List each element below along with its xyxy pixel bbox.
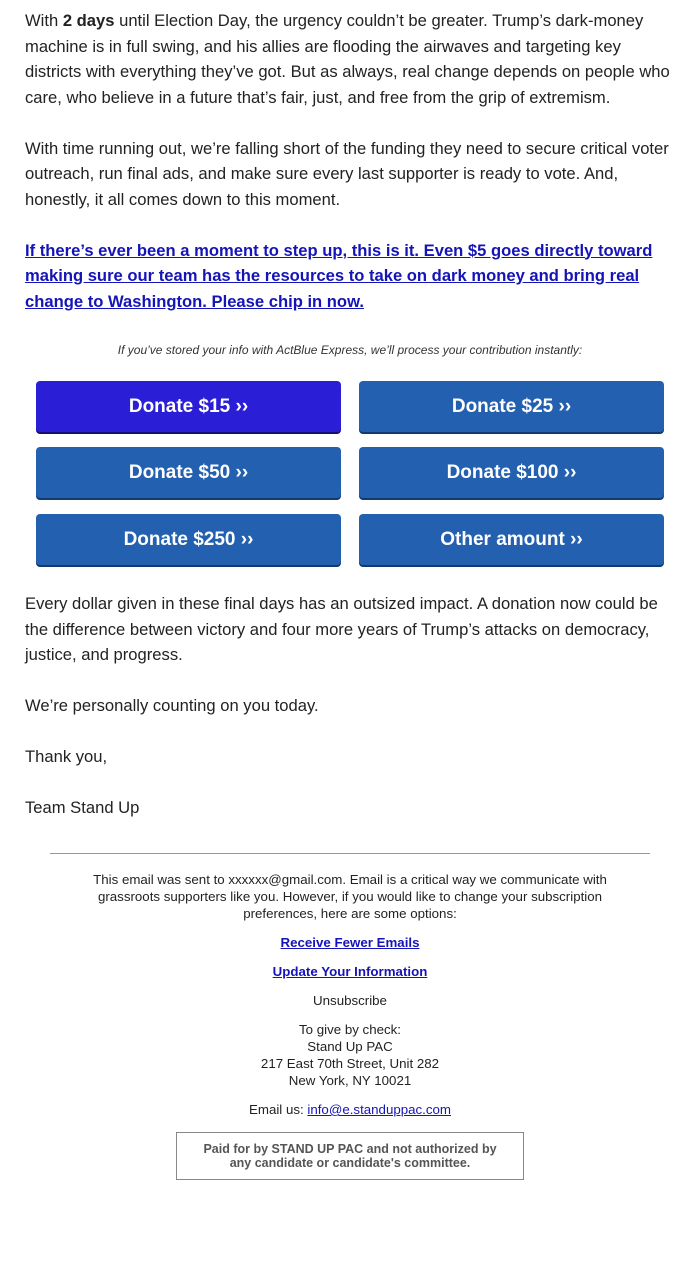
unsubscribe-link[interactable]: Unsubscribe (313, 993, 387, 1008)
disclaimer-line-1: Paid for by STAND UP PAC and not authorized by (203, 1142, 497, 1156)
intro-prefix: With (25, 11, 63, 30)
paid-for-disclaimer (176, 1132, 524, 1180)
closing-section (25, 591, 680, 846)
paragraph-thanks: Thank you, (25, 747, 108, 766)
update-information-link[interactable]: Update Your Information (272, 964, 428, 979)
check-address (50, 1021, 650, 1089)
paragraph-impact: Every dollar given in these final days has an outsized impact. A donation now could be the difference between victory and four more years of Trump’s attacks on democracy, justice, and progress. (25, 594, 658, 664)
paragraph-counting: We’re personally counting on you today. (25, 696, 319, 715)
donate-50-button[interactable]: Donate $50 ›› (36, 447, 341, 498)
other-amount-button[interactable]: Other amount ›› (359, 514, 664, 565)
donate-25-button[interactable]: Donate $25 ›› (359, 381, 664, 432)
email-label: Email us: (249, 1102, 308, 1117)
email-footer (50, 853, 650, 1180)
donate-100-button[interactable]: Donate $100 ›› (359, 447, 664, 498)
paragraph-intro (25, 8, 680, 110)
footer-sent-notice: This email was sent to xxxxxx@gmail.com. Email is a critical way we communicate with grassroots supporters like you. However, if you would like to change your subscription preferences, here are some options: (93, 872, 607, 921)
intro-rest: until Election Day, the urgency couldn’t be greater. Trump’s dark-money machine is in full swing, and his allies are flooding the airwaves and targeting key districts with everything they’ve got. But as always, real change depends on people who care, who believe in a future that’s fair, just, and free from the grip of extremism. (25, 11, 670, 107)
intro-bold-days: 2 days (62, 11, 115, 30)
cta-paragraph (25, 238, 680, 315)
email-link[interactable]: info@e.standuppac.com (307, 1102, 451, 1117)
check-city: New York, NY 10021 (288, 1073, 412, 1088)
donate-250-button[interactable]: Donate $250 ›› (36, 514, 341, 565)
actblue-note: If you’ve stored your info with ActBlue Express, we’ll process your contribution instantly: (117, 343, 583, 357)
check-org: Stand Up PAC (307, 1039, 393, 1054)
contact-email (50, 1101, 650, 1118)
receive-fewer-emails-link[interactable]: Receive Fewer Emails (280, 935, 420, 950)
cta-link[interactable]: If there’s ever been a moment to step up, this is it. Even $5 goes directly toward making sure our team has the resources to take on dark money and bring real change to Washington. Please chip in now. (25, 240, 653, 311)
signature: Team Stand Up (25, 798, 140, 817)
donate-15-button[interactable]: Donate $15 ›› (36, 381, 341, 432)
disclaimer-line-2: any candidate or candidate's committee. (229, 1156, 471, 1170)
email-body (25, 8, 680, 817)
check-title: To give by check: (299, 1022, 401, 1037)
check-street: 217 East 70th Street, Unit 282 (260, 1056, 440, 1071)
paragraph-funding: With time running out, we’re falling short of the funding they need to secure critical voter outreach, run final ads, and make sure every last supporter is ready to vote. And, honestly, it all comes down to this moment. (25, 138, 669, 209)
